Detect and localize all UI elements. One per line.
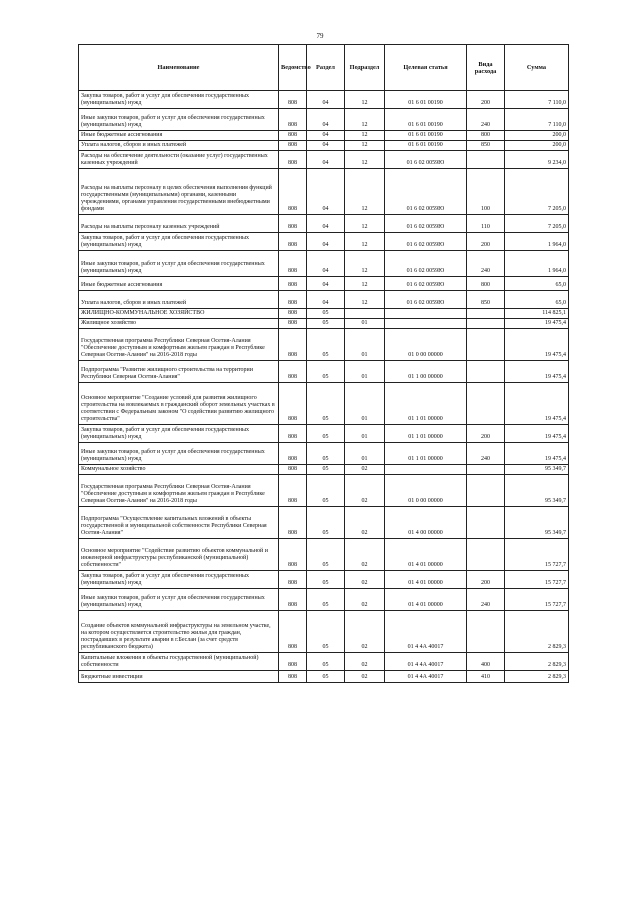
table-row [79,653,569,671]
cell-expense-type [467,465,505,475]
cell-name: Расходы на выплаты персоналу казенных учреждений [79,215,279,233]
cell-dept: 808 [279,251,307,277]
header-expense-type: Вида расхода [467,45,505,91]
table-row [79,671,569,683]
cell-dept: 808 [279,141,307,151]
table-row [79,475,569,507]
cell-dept: 808 [279,309,307,319]
cell-section: 04 [307,277,345,291]
cell-section: 05 [307,589,345,611]
table-row [79,291,569,309]
cell-amount: 1 964,0 [505,233,569,251]
cell-dept: 808 [279,329,307,361]
cell-target: 01 6 02 0059Ю [385,277,467,291]
table-row [79,215,569,233]
table-row [79,309,569,319]
cell-amount: 19 475,4 [505,425,569,443]
cell-subsection: 02 [345,539,385,571]
cell-amount: 19 475,4 [505,361,569,383]
cell-dept: 808 [279,383,307,425]
cell-amount: 95 349,7 [505,465,569,475]
table-row [79,329,569,361]
cell-dept: 808 [279,425,307,443]
cell-name: Создание объектов коммунальной инфраструктуры на земельном участке, на котором осуществляется строительство жилья для граждан, пострадавших в результате аварии в г.Беслан (за счет средств республиканского бюджета) [79,611,279,653]
cell-dept: 808 [279,291,307,309]
cell-section: 04 [307,91,345,109]
cell-name: Основное мероприятие "Содействие развитию объектов коммунальной и инженерной инфраструктуры республиканской (муниципальной) собственности" [79,539,279,571]
cell-section: 04 [307,291,345,309]
cell-dept: 808 [279,671,307,683]
cell-dept: 808 [279,91,307,109]
table-row [79,443,569,465]
cell-dept: 808 [279,571,307,589]
cell-expense-type: 240 [467,443,505,465]
cell-section: 04 [307,251,345,277]
cell-target: 01 4 4А 40017 [385,611,467,653]
cell-expense-type [467,507,505,539]
cell-dept: 808 [279,611,307,653]
cell-target: 01 6 02 0059Ю [385,215,467,233]
cell-target: 01 6 02 0059Ю [385,233,467,251]
header-section: Раздел [307,45,345,91]
cell-dept: 808 [279,475,307,507]
cell-subsection: 12 [345,215,385,233]
table-row [79,151,569,169]
cell-section: 05 [307,443,345,465]
cell-amount: 95 349,7 [505,475,569,507]
cell-amount: 7 110,0 [505,91,569,109]
table-row [79,319,569,329]
page-number: 79 [316,32,324,40]
cell-amount: 19 475,4 [505,329,569,361]
cell-subsection: 12 [345,141,385,151]
cell-amount: 15 727,7 [505,589,569,611]
cell-subsection: 12 [345,277,385,291]
cell-expense-type [467,309,505,319]
cell-expense-type [467,611,505,653]
cell-target: 01 1 01 00000 [385,425,467,443]
cell-subsection: 01 [345,383,385,425]
cell-amount: 65,0 [505,277,569,291]
header-dept: Ведомство [279,45,307,91]
table-row [79,611,569,653]
cell-expense-type [467,361,505,383]
cell-target: 01 6 01 00190 [385,141,467,151]
cell-expense-type: 200 [467,425,505,443]
cell-section: 05 [307,361,345,383]
cell-expense-type [467,319,505,329]
cell-target: 01 6 01 00190 [385,131,467,141]
cell-expense-type: 850 [467,291,505,309]
cell-target: 01 6 01 00190 [385,109,467,131]
cell-dept: 808 [279,215,307,233]
cell-name: Закупка товаров, работ и услуг для обеспечения государственных (муниципальных) нужд [79,425,279,443]
cell-expense-type: 240 [467,589,505,611]
cell-amount: 7 110,0 [505,109,569,131]
cell-dept: 808 [279,443,307,465]
table-row [79,169,569,215]
cell-expense-type [467,539,505,571]
cell-target: 01 1 01 00000 [385,383,467,425]
cell-dept: 808 [279,653,307,671]
cell-amount: 1 964,0 [505,251,569,277]
table-row [79,465,569,475]
cell-target: 01 4 01 00000 [385,571,467,589]
cell-target: 01 4 01 00000 [385,539,467,571]
cell-name: Коммунальное хозяйство [79,465,279,475]
cell-amount: 15 727,7 [505,571,569,589]
cell-target: 01 0 00 00000 [385,329,467,361]
cell-dept: 808 [279,109,307,131]
table-row [79,571,569,589]
cell-amount: 19 475,4 [505,383,569,425]
cell-amount: 2 829,3 [505,671,569,683]
cell-name: ЖИЛИЩНО-КОММУНАЛЬНОЕ ХОЗЯЙСТВО [79,309,279,319]
table-row [79,589,569,611]
cell-subsection: 02 [345,475,385,507]
cell-section: 04 [307,109,345,131]
cell-target [385,465,467,475]
cell-section: 05 [307,383,345,425]
cell-name: Жилищное хозяйство [79,319,279,329]
cell-dept: 808 [279,319,307,329]
cell-expense-type: 850 [467,141,505,151]
cell-amount: 9 234,0 [505,151,569,169]
cell-expense-type: 400 [467,653,505,671]
cell-section: 05 [307,475,345,507]
table-row [79,233,569,251]
cell-name: Иные бюджетные ассигнования [79,277,279,291]
cell-section: 04 [307,233,345,251]
cell-section: 04 [307,151,345,169]
cell-amount: 19 475,4 [505,319,569,329]
cell-name: Закупка товаров, работ и услуг для обеспечения государственных (муниципальных) нужд [79,233,279,251]
cell-target: 01 6 02 0059Ю [385,151,467,169]
cell-subsection: 02 [345,571,385,589]
cell-expense-type: 800 [467,131,505,141]
cell-name: Иные закупки товаров, работ и услуг для обеспечения государственных (муниципальных) нужд [79,251,279,277]
cell-amount: 15 727,7 [505,539,569,571]
cell-subsection: 01 [345,425,385,443]
cell-section: 04 [307,131,345,141]
cell-name: Иные закупки товаров, работ и услуг для обеспечения государственных (муниципальных) нужд [79,443,279,465]
cell-subsection [345,309,385,319]
cell-dept: 808 [279,277,307,291]
cell-subsection: 12 [345,91,385,109]
cell-expense-type [467,475,505,507]
cell-target: 01 4 4А 40017 [385,671,467,683]
cell-subsection: 12 [345,131,385,141]
cell-expense-type: 240 [467,251,505,277]
cell-amount: 200,0 [505,131,569,141]
cell-amount: 65,0 [505,291,569,309]
table-row [79,425,569,443]
cell-expense-type: 800 [467,277,505,291]
cell-target: 01 6 02 0059Ю [385,291,467,309]
cell-subsection: 12 [345,251,385,277]
cell-dept: 808 [279,169,307,215]
cell-dept: 808 [279,539,307,571]
header-amount: Сумма [505,45,569,91]
cell-subsection: 02 [345,653,385,671]
cell-target: 01 6 02 0059Ю [385,169,467,215]
cell-subsection: 01 [345,443,385,465]
cell-target: 01 6 02 0059Ю [385,251,467,277]
cell-subsection: 12 [345,151,385,169]
cell-expense-type: 240 [467,109,505,131]
cell-subsection: 12 [345,233,385,251]
cell-expense-type [467,383,505,425]
cell-target: 01 4 01 00000 [385,589,467,611]
cell-name: Бюджетные инвестиции [79,671,279,683]
cell-dept: 808 [279,589,307,611]
cell-section: 05 [307,465,345,475]
table-row [79,251,569,277]
cell-section: 05 [307,425,345,443]
cell-subsection: 02 [345,611,385,653]
cell-name: Закупка товаров, работ и услуг для обеспечения государственных (муниципальных) нужд [79,91,279,109]
cell-target [385,309,467,319]
cell-name: Подпрограмма "Осуществление капитальных вложений в объекты государственной и муниципальной собственности Республики Северная Осетия-Алания" [79,507,279,539]
cell-name: Капитальные вложения в объекты государственной (муниципальной) собственности [79,653,279,671]
cell-name: Иные закупки товаров, работ и услуг для обеспечения государственных (муниципальных) нужд [79,109,279,131]
cell-target [385,319,467,329]
cell-expense-type: 410 [467,671,505,683]
cell-section: 04 [307,169,345,215]
table-row [79,91,569,109]
cell-subsection: 01 [345,329,385,361]
cell-target: 01 1 00 00000 [385,361,467,383]
cell-dept: 808 [279,361,307,383]
cell-subsection: 02 [345,589,385,611]
cell-expense-type [467,329,505,361]
table-row [79,383,569,425]
cell-section: 05 [307,539,345,571]
cell-subsection: 12 [345,169,385,215]
cell-name: Подпрограмма "Развитие жилищного строительства на территории Республики Северная Осетия-Алания" [79,361,279,383]
cell-expense-type [467,151,505,169]
cell-section: 04 [307,215,345,233]
cell-section: 05 [307,611,345,653]
cell-name: Государственная программа Республики Северная Осетия-Алания "Обеспечение доступным и комфортным жильем граждан в Республике Северная Осетия-Алания" на 2016-2018 годы [79,475,279,507]
table-row [79,507,569,539]
cell-target: 01 4 00 00000 [385,507,467,539]
cell-name: Расходы на обеспечение деятельности (оказание услуг) государственных казенных учреждений [79,151,279,169]
cell-amount: 19 475,4 [505,443,569,465]
cell-section: 05 [307,571,345,589]
cell-target: 01 0 00 00000 [385,475,467,507]
cell-name: Уплата налогов, сборов и иных платежей [79,141,279,151]
cell-expense-type: 200 [467,91,505,109]
cell-name: Государственная программа Республики Северная Осетия-Алания "Обеспечение доступным и комфортным жильем граждан в Республике Северная Осетия-Алания" на 2016-2018 годы [79,329,279,361]
table-body [79,91,569,683]
cell-subsection: 02 [345,507,385,539]
header-target: Целевая статья [385,45,467,91]
cell-amount: 200,0 [505,141,569,151]
cell-amount: 7 205,0 [505,169,569,215]
cell-amount: 2 829,3 [505,653,569,671]
budget-table [78,44,569,683]
table-row [79,539,569,571]
cell-expense-type: 200 [467,233,505,251]
cell-expense-type: 100 [467,169,505,215]
cell-subsection: 01 [345,361,385,383]
cell-section: 05 [307,671,345,683]
cell-amount: 114 825,1 [505,309,569,319]
cell-target: 01 4 4А 40017 [385,653,467,671]
table-row [79,141,569,151]
cell-target: 01 6 01 00190 [385,91,467,109]
cell-section: 05 [307,309,345,319]
cell-dept: 808 [279,131,307,141]
header-subsection: Подраздел [345,45,385,91]
cell-subsection: 02 [345,671,385,683]
cell-name: Расходы на выплаты персоналу в целях обеспечения выполнения функций государственными (муниципальными) органами, казенными учреждениями, органами управления государственными внебюджетными фондами [79,169,279,215]
cell-amount: 2 829,3 [505,611,569,653]
cell-section: 04 [307,141,345,151]
cell-dept: 808 [279,465,307,475]
cell-expense-type: 200 [467,571,505,589]
cell-expense-type: 110 [467,215,505,233]
table-row [79,131,569,141]
cell-amount: 95 349,7 [505,507,569,539]
table-header-row [79,45,569,91]
cell-subsection: 02 [345,465,385,475]
cell-name: Основное мероприятие "Создание условий для развития жилищного строительства на вовлекаемых в гражданский оборот земельных участках в соответствии с Федеральным законом "О содействии развитию жилищного строительства" [79,383,279,425]
table-row [79,277,569,291]
cell-target: 01 1 01 00000 [385,443,467,465]
cell-name: Иные закупки товаров, работ и услуг для обеспечения государственных (муниципальных) нужд [79,589,279,611]
table-row [79,109,569,131]
cell-name: Уплата налогов, сборов и иных платежей [79,291,279,309]
cell-subsection: 01 [345,319,385,329]
cell-name: Иные бюджетные ассигнования [79,131,279,141]
cell-section: 05 [307,653,345,671]
cell-subsection: 12 [345,109,385,131]
cell-section: 05 [307,319,345,329]
cell-subsection: 12 [345,291,385,309]
cell-dept: 808 [279,233,307,251]
cell-name: Закупка товаров, работ и услуг для обеспечения государственных (муниципальных) нужд [79,571,279,589]
cell-section: 05 [307,329,345,361]
cell-dept: 808 [279,151,307,169]
cell-amount: 7 205,0 [505,215,569,233]
table-row [79,361,569,383]
header-name: Наименование [79,45,279,91]
cell-section: 05 [307,507,345,539]
cell-dept: 808 [279,507,307,539]
